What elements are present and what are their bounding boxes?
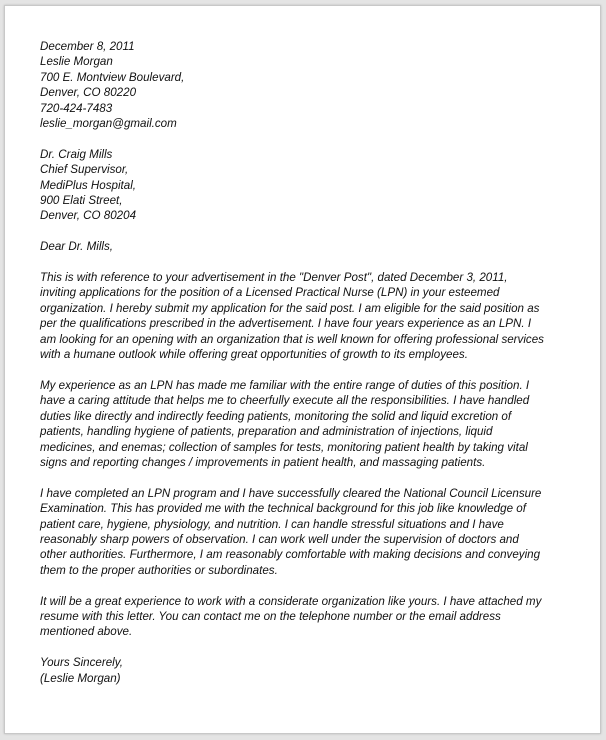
paragraph-line: am looking for an opening with an organization that is well known for offering professional services — [40, 332, 544, 346]
paragraph-line: other authorities. Furthermore, I am reasonably comfortable with making decisions and conveying — [40, 548, 541, 562]
recipient-name: Dr. Craig Mills — [40, 147, 113, 161]
body-paragraph-4 — [40, 594, 570, 640]
paragraph-line: It will be a great experience to work with a considerate organization like yours. I have attached my — [40, 594, 542, 608]
paragraph-line: organization. I hereby submit my application for the said post. I am eligible for the said position as — [40, 301, 540, 315]
paragraph-line: medicines, and enemas; collection of samples for tests, monitoring patient health by taking vital — [40, 440, 528, 454]
paragraph-line: patients, handling hygiene of patients, preparation and administration of injections, liquid — [40, 425, 493, 439]
paragraph-line: patient care, hygiene, physiology, and nutrition. I can handle stressful situations and I have — [40, 517, 504, 531]
body-paragraph-1 — [40, 270, 570, 362]
recipient-organization: MediPlus Hospital, — [40, 178, 137, 192]
paragraph-line: inviting applications for the position of a Licensed Practical Nurse (LPN) in your esteemed — [40, 286, 500, 300]
paragraph-line: per the qualifications prescribed in the advertisement. I have four years experience as an LPN. I — [40, 317, 532, 331]
paragraph-line: duties like directly and indirectly feeding patients, monitoring the solid and liquid excretion of — [40, 409, 512, 423]
signature: (Leslie Morgan) — [40, 671, 121, 685]
sender-email: leslie_morgan@gmail.com — [40, 117, 177, 131]
paragraph-line: This is with reference to your advertisement in the "Denver Post", dated December 3, 2011, — [40, 271, 508, 285]
body-paragraph-3 — [40, 486, 570, 578]
body-paragraph-2 — [40, 378, 570, 470]
recipient-street: 900 Elati Street, — [40, 194, 123, 208]
paragraph-line: have a caring attitude that helps me to cheerfully execute all the responsibilities. I have handled — [40, 394, 530, 408]
paragraph-line: I have completed an LPN program and I have successfully cleared the National Council Licensure — [40, 486, 542, 500]
paragraph-line: mentioned above. — [40, 625, 133, 639]
letter-date: December 8, 2011 — [40, 40, 135, 53]
sender-city: Denver, CO 80220 — [40, 86, 137, 100]
paragraph-line: Examination. This has provided me with the technical background for this job like knowledge of — [40, 502, 526, 516]
valediction: Yours Sincerely, — [40, 656, 123, 670]
sender-name: Leslie Morgan — [40, 55, 113, 69]
paragraph-line: My experience as an LPN has made me familiar with the entire range of duties of this position. I — [40, 378, 530, 392]
closing-block — [40, 655, 570, 686]
sender-street: 700 E. Montview Boulevard, — [40, 70, 185, 84]
recipient-block — [40, 147, 570, 224]
sender-phone: 720-424-7483 — [40, 101, 113, 115]
salutation-text: Dear Dr. Mills, — [40, 240, 113, 254]
salutation — [40, 239, 570, 254]
paragraph-line: them to the proper authorities or subordinates. — [40, 563, 278, 577]
paragraph-line: with a humane outlook while offering great opportunities of growth to its employees. — [40, 348, 468, 362]
recipient-title: Chief Supervisor, — [40, 163, 129, 177]
letter-page — [4, 5, 601, 734]
paragraph-line: resume with this letter. You can contact me on the telephone number or the email address — [40, 609, 501, 623]
paragraph-line: reasonably sharp powers of observation. I can work well under the supervision of doctors and — [40, 532, 519, 546]
recipient-city: Denver, CO 80204 — [40, 209, 137, 223]
paragraph-line: signs and reporting changes / improvements in patient health, and massaging patients. — [40, 455, 486, 469]
sender-block — [40, 39, 570, 131]
cover-letter — [40, 39, 570, 701]
